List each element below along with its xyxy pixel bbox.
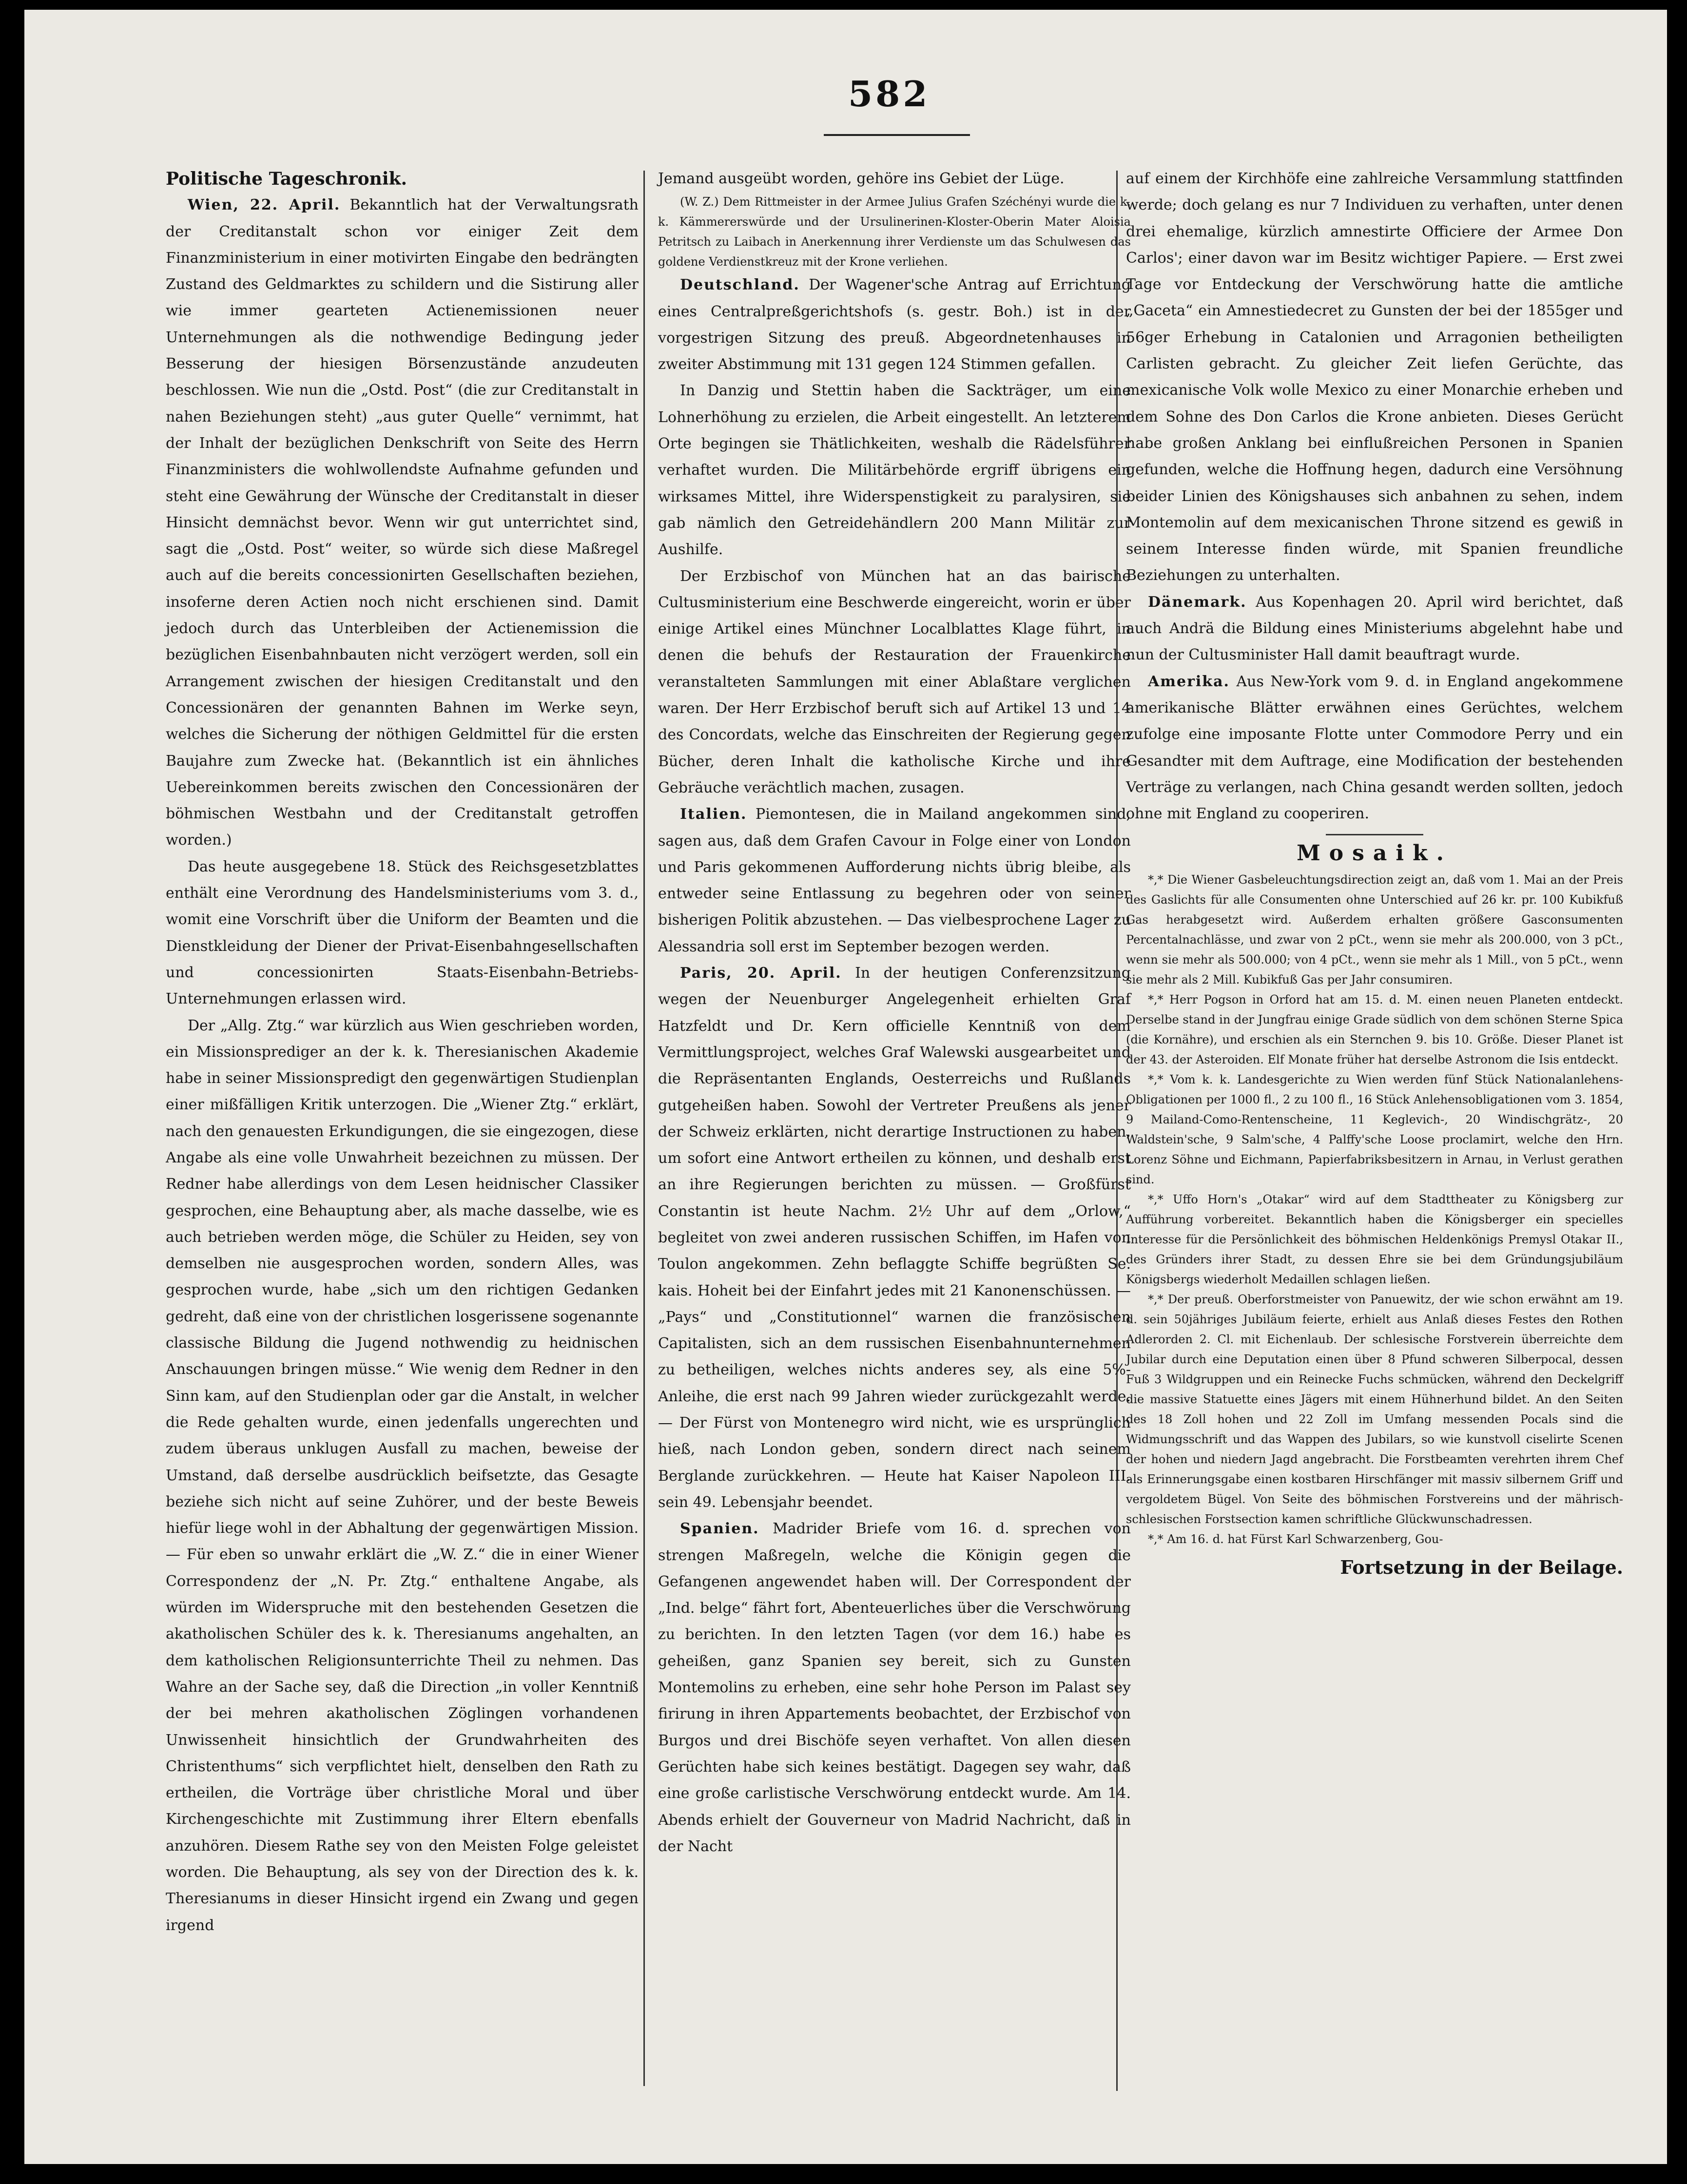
dateline: Paris, 20. April. (680, 965, 842, 982)
dateline: Dänemark. (1148, 593, 1247, 611)
section-ornament (1326, 834, 1423, 835)
dateline: Wien, 22. April. (188, 196, 341, 214)
article-text: Madrider Briefe vom 16. d. sprechen von strengen Maßregeln, welche die Königin gegen die Gefangenen angewendet haben will. Der Correspondent der „Ind. belge“ fährt fort, Abenteuerliches über die Verschwörung zu berichten. In den letzten Tagen (vor dem 16.) habe es geheißen, ganz Spanien sey bereit, sich zu Gunsten Montemolins zu erheben, eine sehr hohe Person im Palast sey firirung in ihren Appartements beobachtet, der Erzbischof von Burgos und drei Bischöfe seyen verhaftet. Von allen diesen Gerüchten habe sich keines bestätigt. Dagegen sey wahr, daß eine große carlistische Verschwörung entdeckt wurde. Am 14. Abends erhielt der Gouverneur von Madrid Nachricht, daß in der Nacht (658, 1520, 1131, 1855)
article-wien (166, 192, 639, 853)
dateline: Italien. (680, 806, 747, 823)
column-1 (166, 166, 639, 1939)
continuation-notice: Fortsetzung in der Beilage. (1340, 1556, 1623, 1578)
notice-wz: (W. Z.) Dem Rittmeister in der Armee Julius Grafen Széchényi wurde die k. k. Kämmererswürde und der Ursulinerinen-Kloster-Oberin Mater Aloisia Petritsch zu Laibach in Anerkennung ihrer Verdienste um das Schulwesen das goldene Verdienstkreuz mit der Krone verliehen. (658, 195, 1131, 269)
article-continuation: Jemand ausgeübt worden, gehöre ins Gebiet der Lüge. (658, 170, 1065, 187)
dateline: Amerika. (1148, 673, 1230, 690)
article-text: Bekanntlich hat der Verwaltungsrath der Creditanstalt schon vor einiger Zeit dem Finanzministerium in einer motivirten Eingabe den bedrängten Zustand des Geldmarktes zu schildern und die Sistirung aller wie immer gearteten Actienemissionen neuer Unternehmungen als die nothwendige Bedingung jeder Besserung der hiesigen Börsenzustände anzudeuten beschlossen. Wie nun die „Ostd. Post“ (die zur Creditanstalt in nahen Beziehungen steht) „aus guter Quelle“ vernimmt, hat der Inhalt der bezüglichen Denkschrift von Seite des Herrn Finanzministers die wohlwollendste Aufnahme gefunden und steht eine Gewährung der Wünsche der Creditanstalt in dieser Hinsicht demnächst bevor. Wenn wir gut unterrichtet sind, sagt die „Ostd. Post“ weiter, so würde sich diese Maßregel auch auf die bereits concessionirten Gesellschaften beziehen, insoferne deren Actien noch nicht erschienen sind. Damit jedoch durch das Unterbleiben der Actienemission die bezüglichen Eisenbahnbauten nicht verzögert werden, soll ein Arrangement zwischen der hiesigen Creditanstalt und den Concessionären der genannten Bahnen im Werke seyn, welches die Sicherung der nöthigen Geldmittel für die ersten Baujahre zum Zwecke hat. (Bekanntlich ist ein ähnliches Uebereinkommen bereits zwischen den Concessionären der böhmischen Westbahn und der Creditanstalt getroffen worden.) (166, 196, 639, 849)
mosaic-heading: Mosaik. (1297, 841, 1453, 866)
column-3 (1126, 166, 1623, 1581)
mosaic-item-jubilaeum: *,* Der preuß. Oberforstmeister von Panuewitz, der wie schon erwähnt am 19. d. sein 50jähriges Jubiläum feierte, erhielt aus Anlaß dieses Festes den Rothen Adlerorden 2. Cl. mit Eichenlaub. Der schlesische Forstverein überreichte dem Jubilar durch eine Deputation einen über 8 Pfund schweren Silberpocal, dessen Fuß 3 Wildgruppen und ein Reinecke Fuchs schmücken, während den Deckelgriff die massive Statuette eines Jägers mit einem Hühnerhund bildet. An den Seiten des 18 Zoll hohen und 22 Zoll im Umfang messenden Pocals sind die Widmungsschrift und das Wappen des Jubilars, so wie kunstvoll ciselirte Scenen der hohen und niedern Jagd angebracht. Die Forstbeamten verehrten ihrem Chef als Erinnerungsgabe einen kostbaren Hirschfänger mit massiv silbernem Griff und vergoldetem Bügel. Von Seite des böhmischen Forstvereins und der mährisch-schlesischen Forstsection kamen schriftliche Glückwunschadressen. (1126, 1292, 1623, 1526)
page-number-rule (824, 134, 970, 136)
article-text: Aus New-York vom 9. d. in England angekommene amerikanische Blätter erwähnen eines Gerüchtes, welchem zufolge eine imposante Flotte unter Commodore Perry und ein Gesandter mit dem Auftrage, eine Modification der bestehenden Verträge zu verlangen, nach China gesandt werden sollten, jedoch ohne mit England zu cooperiren. (1126, 673, 1623, 823)
newspaper-page (24, 10, 1667, 2164)
page-number: 582 (848, 73, 931, 115)
article-spanien (658, 1516, 1131, 1860)
article-muenchen: Der Erzbischof von München hat an das bairische Cultusministerium eine Beschwerde eingereicht, worin er über einige Artikel eines Münchner Localblattes Klage führt, in denen die behufs der Restauration der Frauenkirche veranstalteten Sammlungen mit einer Ablaßtare verglichen waren. Der Herr Erzbischof beruft sich auf Artikel 13 und 14 des Concordats, welche das Einschreiten der Regierung gegen Bücher, deren Inhalt die katholische Kirche und ihre Gebräuche verächtlich machen, zusagen. (658, 567, 1131, 796)
mosaic-item-obligationen: *,* Vom k. k. Landesgerichte zu Wien werden fünf Stück Nationalanlehens-Obligationen per 1000 fl., 2 zu 100 fl., 16 Stück Anlehensobligationen vom 3. 1854, 9 Mailand-Como-Rentenscheine, 11 Keglevich-, 20 Windischgrätz-, 20 Waldstein'sche, 9 Salm'sche, 4 Palffy'sche Loose proclamirt, welche den Hrn. Lorenz Söhne und Eichmann, Papierfabriksbesitzern in Arnau, in Verlust gerathen sind. (1126, 1072, 1623, 1186)
article-reichsgesetzblatt: Das heute ausgegebene 18. Stück des Reichsgesetzblattes enthält eine Verordnung des Handelsministeriums vom 3. d., womit eine Vorschrift über die Uniform der Beamten und die Dienstkleidung der Diener der Privat-Eisenbahngesellschaften und concessionirten Staats-Eisenbahn-Betriebs-Unternehmungen erlassen wird. (166, 858, 639, 1008)
mosaic-item-gas: *,* Die Wiener Gasbeleuchtungsdirection zeigt an, daß vom 1. Mai an der Preis des Gaslichts für alle Consumenten ohne Unterschied auf 26 kr. pr. 100 Kubikfuß Gas herabgesetzt wird. Außerdem erhalten größere Gasconsumenten Percentalnachlässe, und zwar von 2 pCt., wenn sie mehr als 200.000, von 3 pCt., wenn sie mehr als 500.000; von 4 pCt., wenn sie mehr als 1 Mill., von 5 pCt., wenn sie mehr als 2 Mill. Kubikfuß Gas per Jahr consumiren. (1126, 872, 1623, 986)
article-text: Der Wagener'sche Antrag auf Errichtung eines Centralpreßgerichtshofs (s. gestr. Boh.) ist in der vorgestrigen Sitzung des preuß. Abgeordnetenhauses in zweiter Abstimmung mit 131 gegen 124 Stimmen gefallen. (658, 276, 1131, 373)
article-deutschland (658, 272, 1131, 378)
article-amerika (1126, 669, 1623, 828)
mosaic-item-schwarzenberg: *,* Am 16. d. hat Fürst Karl Schwarzenberg, Gou- (1148, 1532, 1443, 1546)
article-danzig: In Danzig und Stettin haben die Sackträger, um eine Lohnerhöhung zu erzielen, die Arbeit eingestellt. An letzterem Orte begingen sie Thätlichkeiten, weshalb die Rädelsführer verhaftet wurden. Die Militärbehörde ergriff übrigens ein wirksames Mittel, ihre Widerspenstigkeit zu paralysiren, sie gab nämlich den Getreidehändlern 200 Mann Militär zur Aushilfe. (658, 382, 1131, 559)
section-heading: Politische Tageschronik. (166, 169, 407, 189)
mosaic-item-planet: *,* Herr Pogson in Orford hat am 15. d. M. einen neuen Planeten entdeckt. Derselbe stand in der Jungfrau einige Grade südlich von dem schönen Sterne Spica (die Kornähre), und erschien als ein Sternchen 9. bis 10. Größe. Dieser Planet ist der 43. der Asteroiden. Elf Monate früher hat derselbe Astronom die Isis entdeckt. (1126, 992, 1623, 1066)
dateline: Spanien. (680, 1520, 759, 1538)
article-italien (658, 801, 1131, 960)
article-text: Aus Kopenhagen 20. April wird berichtet, daß auch Andrä die Bildung eines Ministeriums abgelehnt habe und nun der Cultusminister Hall damit beauftragt wurde. (1126, 593, 1623, 664)
article-text: Piemontesen, die in Mailand angekommen sind, sagen aus, daß dem Grafen Cavour in Folge einer von London und Paris gekommenen Aufforderung nichts übrig bleibe, als entweder seine Entlassung zu begehren oder von seiner bisherigen Politik abzustehen. — Das vielbesprochene Lager zu Alessandria soll erst im September bezogen werden. (658, 806, 1131, 955)
mosaic-item-otakar: *,* Uffo Horn's „Otakar“ wird auf dem Stadttheater zu Königsberg zur Aufführung vorbereitet. Bekanntlich haben die Königsberger ein specielles Interesse für die Persönlichkeit des böhmischen Heldenkönigs Premysl Otakar II., des Gründers ihrer Stadt, zu dessen Ehre sie bei dem Gründungsjubiläum Königsbergs wiederholt Medaillen schlagen ließen. (1126, 1192, 1623, 1286)
article-paris (658, 960, 1131, 1516)
article-continuation: auf einem der Kirchhöfe eine zahlreiche Versammlung stattfinden werde; doch gelang es nur 7 Individuen zu verhaften, unter denen drei ehemalige, kürzlich amnestirte Officiere der Armee Don Carlos'; einer davon war im Besitz wichtiger Papiere. — Erst zwei Tage vor Entdeckung der Verschwörung hatte die amtliche „Gaceta“ ein Amnestiedecret zu Gunsten der bei der 1855ger und 56ger Erhebung in Catalonien und Arragonien betheiligten Carlisten gebracht. Zu gleicher Zeit liefen Gerüchte, das mexicanische Volk wolle Mexico zu einer Monarchie erheben und dem Sohne des Don Carlos die Krone anbieten. Dieses Gerücht habe großen Anklang bei einflußreichen Personen in Spanien gefunden, welche die Hoffnung hegen, dadurch eine Versöhnung beider Linien des Königshauses sich anbahnen zu sehen, indem Montemolin auf dem mexicanischen Throne sitzend es gewiß in seinem Interesse finden würde, mit Spanien freundliche Beziehungen zu unterhalten. (1126, 170, 1623, 584)
article-daenemark (1126, 589, 1623, 669)
column-divider-left (643, 171, 645, 2086)
dateline: Deutschland. (680, 276, 800, 294)
article-theresianum: Der „Allg. Ztg.“ war kürzlich aus Wien geschrieben worden, ein Missionsprediger an der k. k. Theresianischen Akademie habe in seiner Missionspredigt den gegenwärtigen Studienplan einer mißfälligen Kritik unterzogen. Die „Wiener Ztg.“ erklärt, nach den genauesten Erkundigungen, die sie eingezogen, diese Angabe als eine volle Unwahrheit bezeichnen zu müssen. Der Redner habe allerdings von dem Lesen heidnischer Classiker gesprochen, eine Behauptung aber, als mache dasselbe, wie es auch betrieben werden möge, die Schüler zu Heiden, sey von demselben nie ausgesprochen worden, sondern Alles, was gesprochen wurde, habe „sich um den richtigen Gedanken gedreht, daß eine von der christlichen losgerissene sogenannte classische Bildung die Jugend nothwendig zu heidnischen Anschauungen bringen müsse.“ Wie wenig dem Redner in den Sinn kam, auf den Studienplan oder gar die Anstalt, in welcher die Rede gehalten wurde, einen jedenfalls ungerechten und zudem überaus unklugen Ausfall zu machen, beweise der Umstand, daß derselbe ausdrücklich beifsetzte, das Gesagte beziehe sich nicht auf seine Zuhörer, und der beste Beweis hiefür liege wohl in der Abhaltung der gegenwärtigen Mission. — Für eben so unwahr erklärt die „W. Z.“ die in einer Wiener Correspondenz der „N. Pr. Ztg.“ enthaltene Angabe, als würden im Widerspruche mit den bestehenden Gesetzen die akatholischen Schüler des k. k. Theresianums angehalten, an dem katholischen Religionsunterrichte Theil zu nehmen. Das Wahre an der Sache sey, daß die Direction „in voller Kenntniß der bei mehren akatholischen Zöglingen vorhandenen Unwissenheit hinsichtlich der Grundwahrheiten des Christenthums“ sich verpflichtet hielt, denselben den Rath zu ertheilen, die Vorträge über christliche Moral und über Kirchengeschichte mit Zustimmung ihrer Eltern ebenfalls anzuhören. Diesem Rathe sey von den Meisten Folge geleistet worden. Die Behauptung, als sey von der Direction des k. k. Theresianums in dieser Hinsicht irgend ein Zwang und gegen irgend (166, 1017, 639, 1934)
column-2 (658, 166, 1131, 1860)
article-text: In der heutigen Conferenzsitzung wegen der Neuenburger Angelegenheit erhielten Graf Hatzfeldt und Dr. Kern officielle Kenntniß von dem Vermittlungsproject, welches Graf Walewski ausgearbeitet und die Repräsentanten Englands, Oesterreichs und Rußlands gutgeheißen haben. Sowohl der Vertreter Preußens als jener der Schweiz erklärten, nicht derartige Instructionen zu haben, um sofort eine Antwort ertheilen zu können, und deshalb erst an ihre Regierungen berichten zu müssen. — Großfürst Constantin ist heute Nachm. 2½ Uhr auf dem „Orlow,“ begleitet von zwei anderen russischen Schiffen, im Hafen von Toulon angekommen. Zehn beflaggte Schiffe begrüßten Se. kais. Hoheit bei der Einfahrt jedes mit 21 Kanonenschüssen. — „Pays“ und „Constitutionnel“ warnen die französischen Capitalisten, sich an dem russischen Eisenbahnunternehmen zu betheiligen, welches nichts anderes sey, als eine 5%-Anleihe, die erst nach 99 Jahren wieder zurückgezahlt werde. — Der Fürst von Montenegro wird nicht, wie es ursprünglich hieß, nach London geben, sondern direct nach seinem Berglande zurückkehren. — Heute hat Kaiser Napoleon III. sein 49. Lebensjahr beendet. (658, 965, 1131, 1511)
